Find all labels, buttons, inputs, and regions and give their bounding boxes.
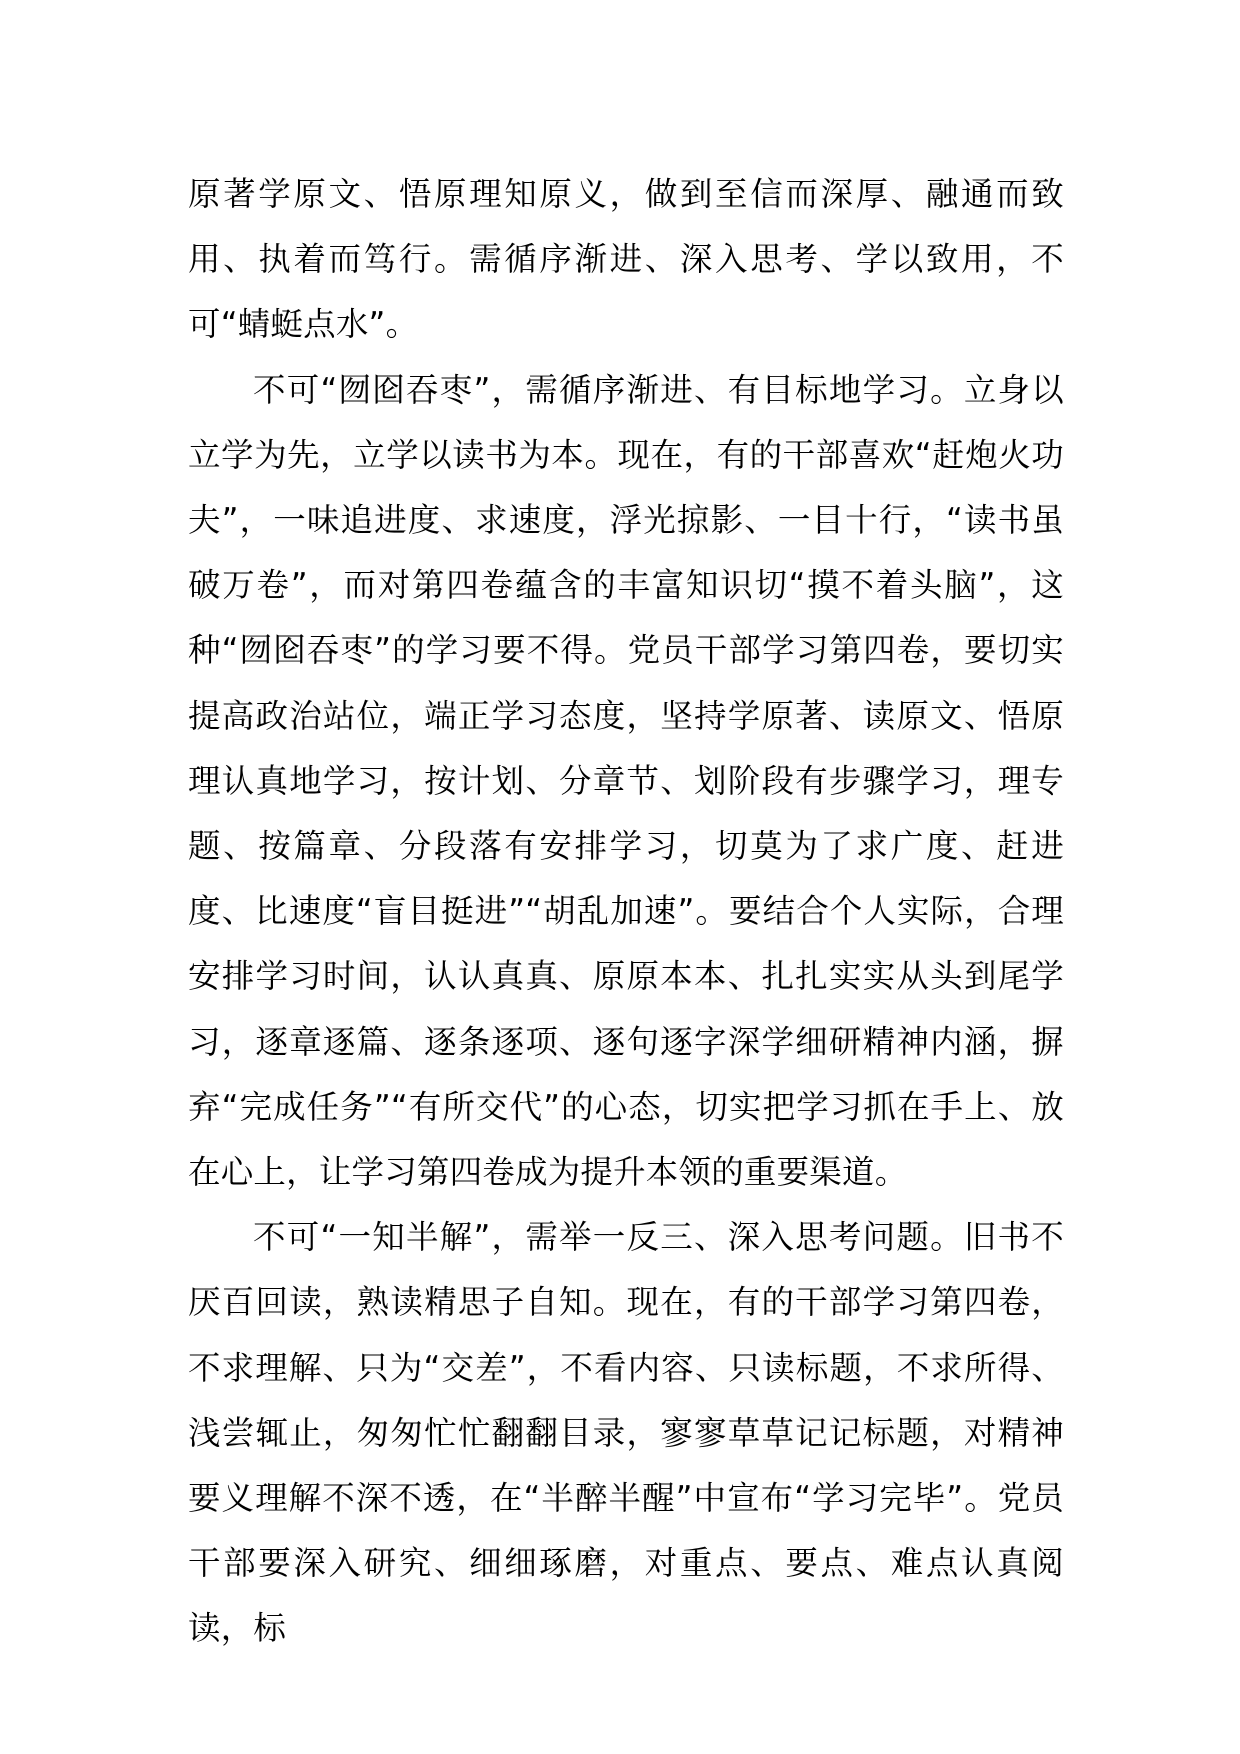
body-text [188, 162, 1064, 1662]
paragraph-continuation: 原著学原文、悟原理知原义，做到至信而深厚、融通而致用、执着而笃行。需循序渐进、深入思考、学以致用，不可“蜻蜓点水”。 [188, 175, 1064, 344]
paragraph-swallow-whole: 不可“囫囵吞枣”，需循序渐进、有目标地学习。立身以立学为先，立学以读书为本。现在，有的干部喜欢“赶炮火功夫”，一味追进度、求速度，浮光掠影、一目十行，“读书虽破万卷”，而对第四卷蕴含的丰富知识切“摸不着头脑”，这种“囫囵吞枣”的学习要不得。党员干部学习第四卷，要切实提高政治站位，端正学习态度，坚持学原著、读原文、悟原理认真地学习，按计划、分章节、划阶段有步骤学习，理专题、按篇章、分段落有安排学习，切莫为了求广度、赶进度、比速度“盲目挺进”“胡乱加速”。要结合个人实际，合理安排学习时间，认认真真、原原本本、扎扎实实从头到尾学习，逐章逐篇、逐条逐项、逐句逐字深学细研精神内涵，摒弃“完成任务”“有所交代”的心态，切实把学习抓在手上、放在心上，让学习第四卷成为提升本领的重要渠道。 [188, 370, 1064, 1192]
paragraph-superficial-understanding: 不可“一知半解”，需举一反三、深入思考问题。旧书不厌百回读，熟读精思子自知。现在，有的干部学习第四卷，不求理解、只为“交差”，不看内容、只读标题，不求所得、浅尝辄止，匆匆忙忙翻翻目录，寥寥草草记记标题，对精神要义理解不深不透，在“半醉半醒”中宣布“学习完毕”。党员干部要深入研究、细细琢磨，对重点、要点、难点认真阅读，标 [188, 1218, 1064, 1648]
